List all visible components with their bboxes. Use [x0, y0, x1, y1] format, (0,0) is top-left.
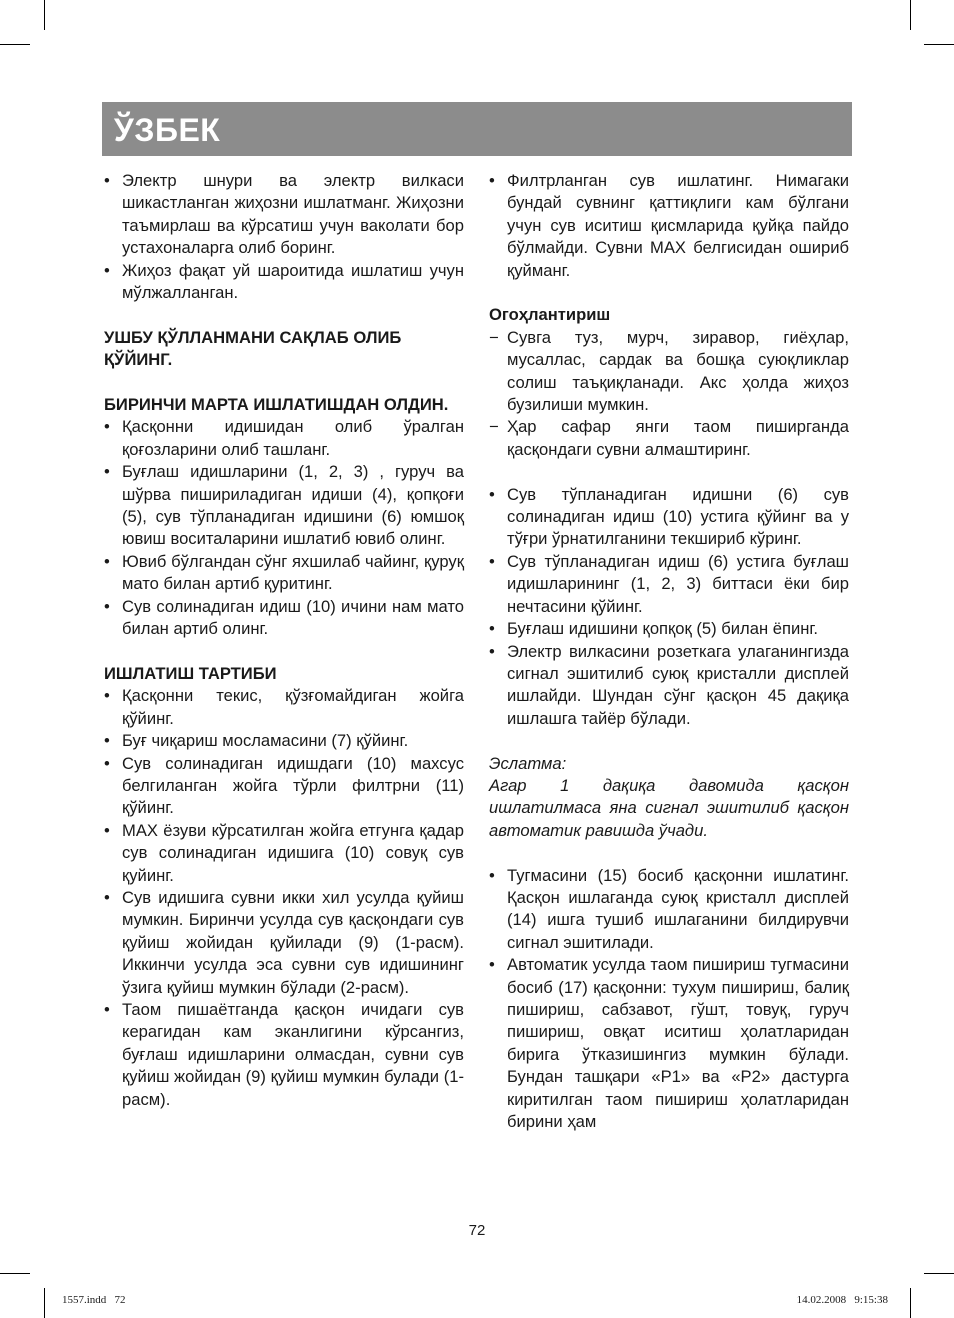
page-number: 72 [468, 1222, 486, 1239]
crop-mark [910, 1288, 911, 1318]
language-header-bar [102, 102, 852, 156]
bullet-item: • Сув идишига сувни икки хил усулда қуйиш мумкин. Биринчи усулда сув қасқондаги сув қуйиш жойидан қуйилади (9) (1-расм). Иккинчи усулда эса сувни сув идишининг ўзига қуйиш мумкин бўлади (2-расм). [104, 887, 464, 999]
bullet-item: • Буғлаш идишларини (1, 2, 3) , гуруч ва шўрва пишириладиган идиши (4), қопқоғи (5), сув тўпланадиган идишини (6) юмшоқ ювиш воситаларини ишлатиб ювиб олинг. [104, 461, 464, 551]
paragraph-spacer [489, 842, 849, 864]
dash-item: − Сувга туз, мурч, зиравор, гиёҳлар, мусаллас, сардак ва бошқа суюқликлар солиш таъқиқланади. Акс ҳолда жиҳоз бузилиши мумкин. [489, 327, 849, 417]
bullet-item: • Сув солинадиган идиш (10) ичини нам мато билан артиб олинг. [104, 596, 464, 641]
note-text: Агар 1 дақиқа давомида қасқон ишлатилмаса яна сигнал эшитилиб қасқон автоматик равишда ўчади. [489, 775, 849, 840]
bullet-item: • MAX ёзуви кўрсатилган жойга етгунга қадар сув солинадиган идишига (10) совуқ сув қуйинг. [104, 820, 464, 887]
bullet-item: • Ювиб бўлгандан сўнг яхшилаб чайинг, қуруқ мато билан артиб қуритинг. [104, 551, 464, 596]
bullet-item: • Сув солинадиган идишдаги (10) махсус белгиланган жойга тўрли филтрни (11) қўйинг. [104, 753, 464, 820]
bullet-item: • Таом пишаётганда қасқон ичидаги сув керагидан кам эканлигини кўрсангиз, буғлаш идишларини олмасдан, сувни сув қуйиш жойидан (9) қуйиш мумкин булади (1-расм). [104, 999, 464, 1111]
bullet-item: • Автоматик усулда таом пишириш тугмасини босиб (17) қасқонни: тухум пишириш, балиқ пишириш, сабзавот, гўшт, товуқ, гуруч пишириш, овқат иситиш ҳолатларидан бирига ўтказишингиз мумкин бўлади. Бундан ташқари «P1» ва «P2» дастурга киритилган таом пишириш ҳолатларидан бирини ҳам [489, 954, 849, 1133]
section-heading: Огоҳлантириш [489, 305, 611, 325]
left-text-column [104, 170, 464, 1111]
crop-mark [0, 44, 30, 45]
print-slug-date: 14.02.2008 9:15:38 [796, 1294, 888, 1306]
bullet-item: • Сув тўпланадиган идишни (6) сув солинадиган идиш (10) устига қўйинг ва у тўғри ўрнатилганини текшириб кўринг. [489, 484, 849, 551]
right-text-column [489, 170, 849, 1133]
bullet-item: • Филтрланган сув ишлатинг. Нимагаки бундай сувнинг қаттиқлиги кам бўлгани учун сув иситиш қисмларида қуйқа пайдо бўлмайди. Сувни MAX белгисидан ошириб қуйманг. [489, 170, 849, 282]
section-heading: УШБУ ҚЎЛЛАНМАНИ САҚЛАБ ОЛИБ ҚЎЙИНГ. [104, 327, 402, 370]
bullet-item: • Қасқонни идишидан олиб ўралган қоғозларини олиб ташланг. [104, 416, 464, 461]
crop-mark [924, 1273, 954, 1274]
bullet-item: • Жиҳоз фақат уй шароитида ишлатиш учун мўлжалланган. [104, 260, 464, 305]
paragraph-spacer [489, 461, 849, 483]
bullet-item: • Тугмасини (15) босиб қасқонни ишлатинг. Қасқон ишлаганда суюқ кристалл дисплей (14) ишга тушиб ишлаганини билдирувчи сигнал эшитилади. [489, 865, 849, 955]
crop-mark [44, 0, 45, 30]
print-slug-file: 1557.indd 72 [62, 1294, 126, 1306]
section-heading: ИШЛАТИШ ТАРТИБИ [104, 663, 277, 683]
bullet-item: • Буғ чиқариш мосламасини (7) қўйинг. [104, 730, 464, 752]
crop-mark [0, 1273, 30, 1274]
bullet-item: • Сув тўпланадиган идиш (6) устига буғлаш идишларининг (1, 2, 3) биттаси ёки бир нечтасини қўйинг. [489, 551, 849, 618]
page-title: ЎЗБЕК [114, 112, 221, 148]
section-heading: БИРИНЧИ МАРТА ИШЛАТИШДАН ОЛДИН. [104, 395, 449, 415]
dash-item: − Ҳар сафар янги таом пиширганда қасқондаги сувни алмаштиринг. [489, 416, 849, 461]
bullet-item: • Электр вилкасини розеткага улаганингизда сигнал эшитилиб суюқ кристалли дисплей ишлайди. Шундан сўнг қасқон 45 дақиқа ишлашга тайёр бўлади. [489, 641, 849, 731]
crop-mark [910, 0, 911, 30]
bullet-item: • Буғлаш идишини қопқоқ (5) билан ёпинг. [489, 618, 849, 640]
paragraph-spacer [489, 282, 849, 304]
paragraph-spacer [104, 641, 464, 663]
paragraph-spacer [489, 730, 849, 752]
bullet-item: • Электр шнури ва электр вилкаси шикастланган жиҳозни ишлатманг. Жиҳозни таъмирлаш ва кўрсатиш учун ваколати бор устахоналарга олиб боринг. [104, 170, 464, 260]
note-text: Эслатма: [489, 753, 567, 773]
paragraph-spacer [104, 372, 464, 394]
paragraph-spacer [104, 304, 464, 326]
crop-mark [44, 1288, 45, 1318]
crop-mark [924, 44, 954, 45]
bullet-item: • Қасқонни текис, қўзғомайдиган жойга қўйинг. [104, 685, 464, 730]
